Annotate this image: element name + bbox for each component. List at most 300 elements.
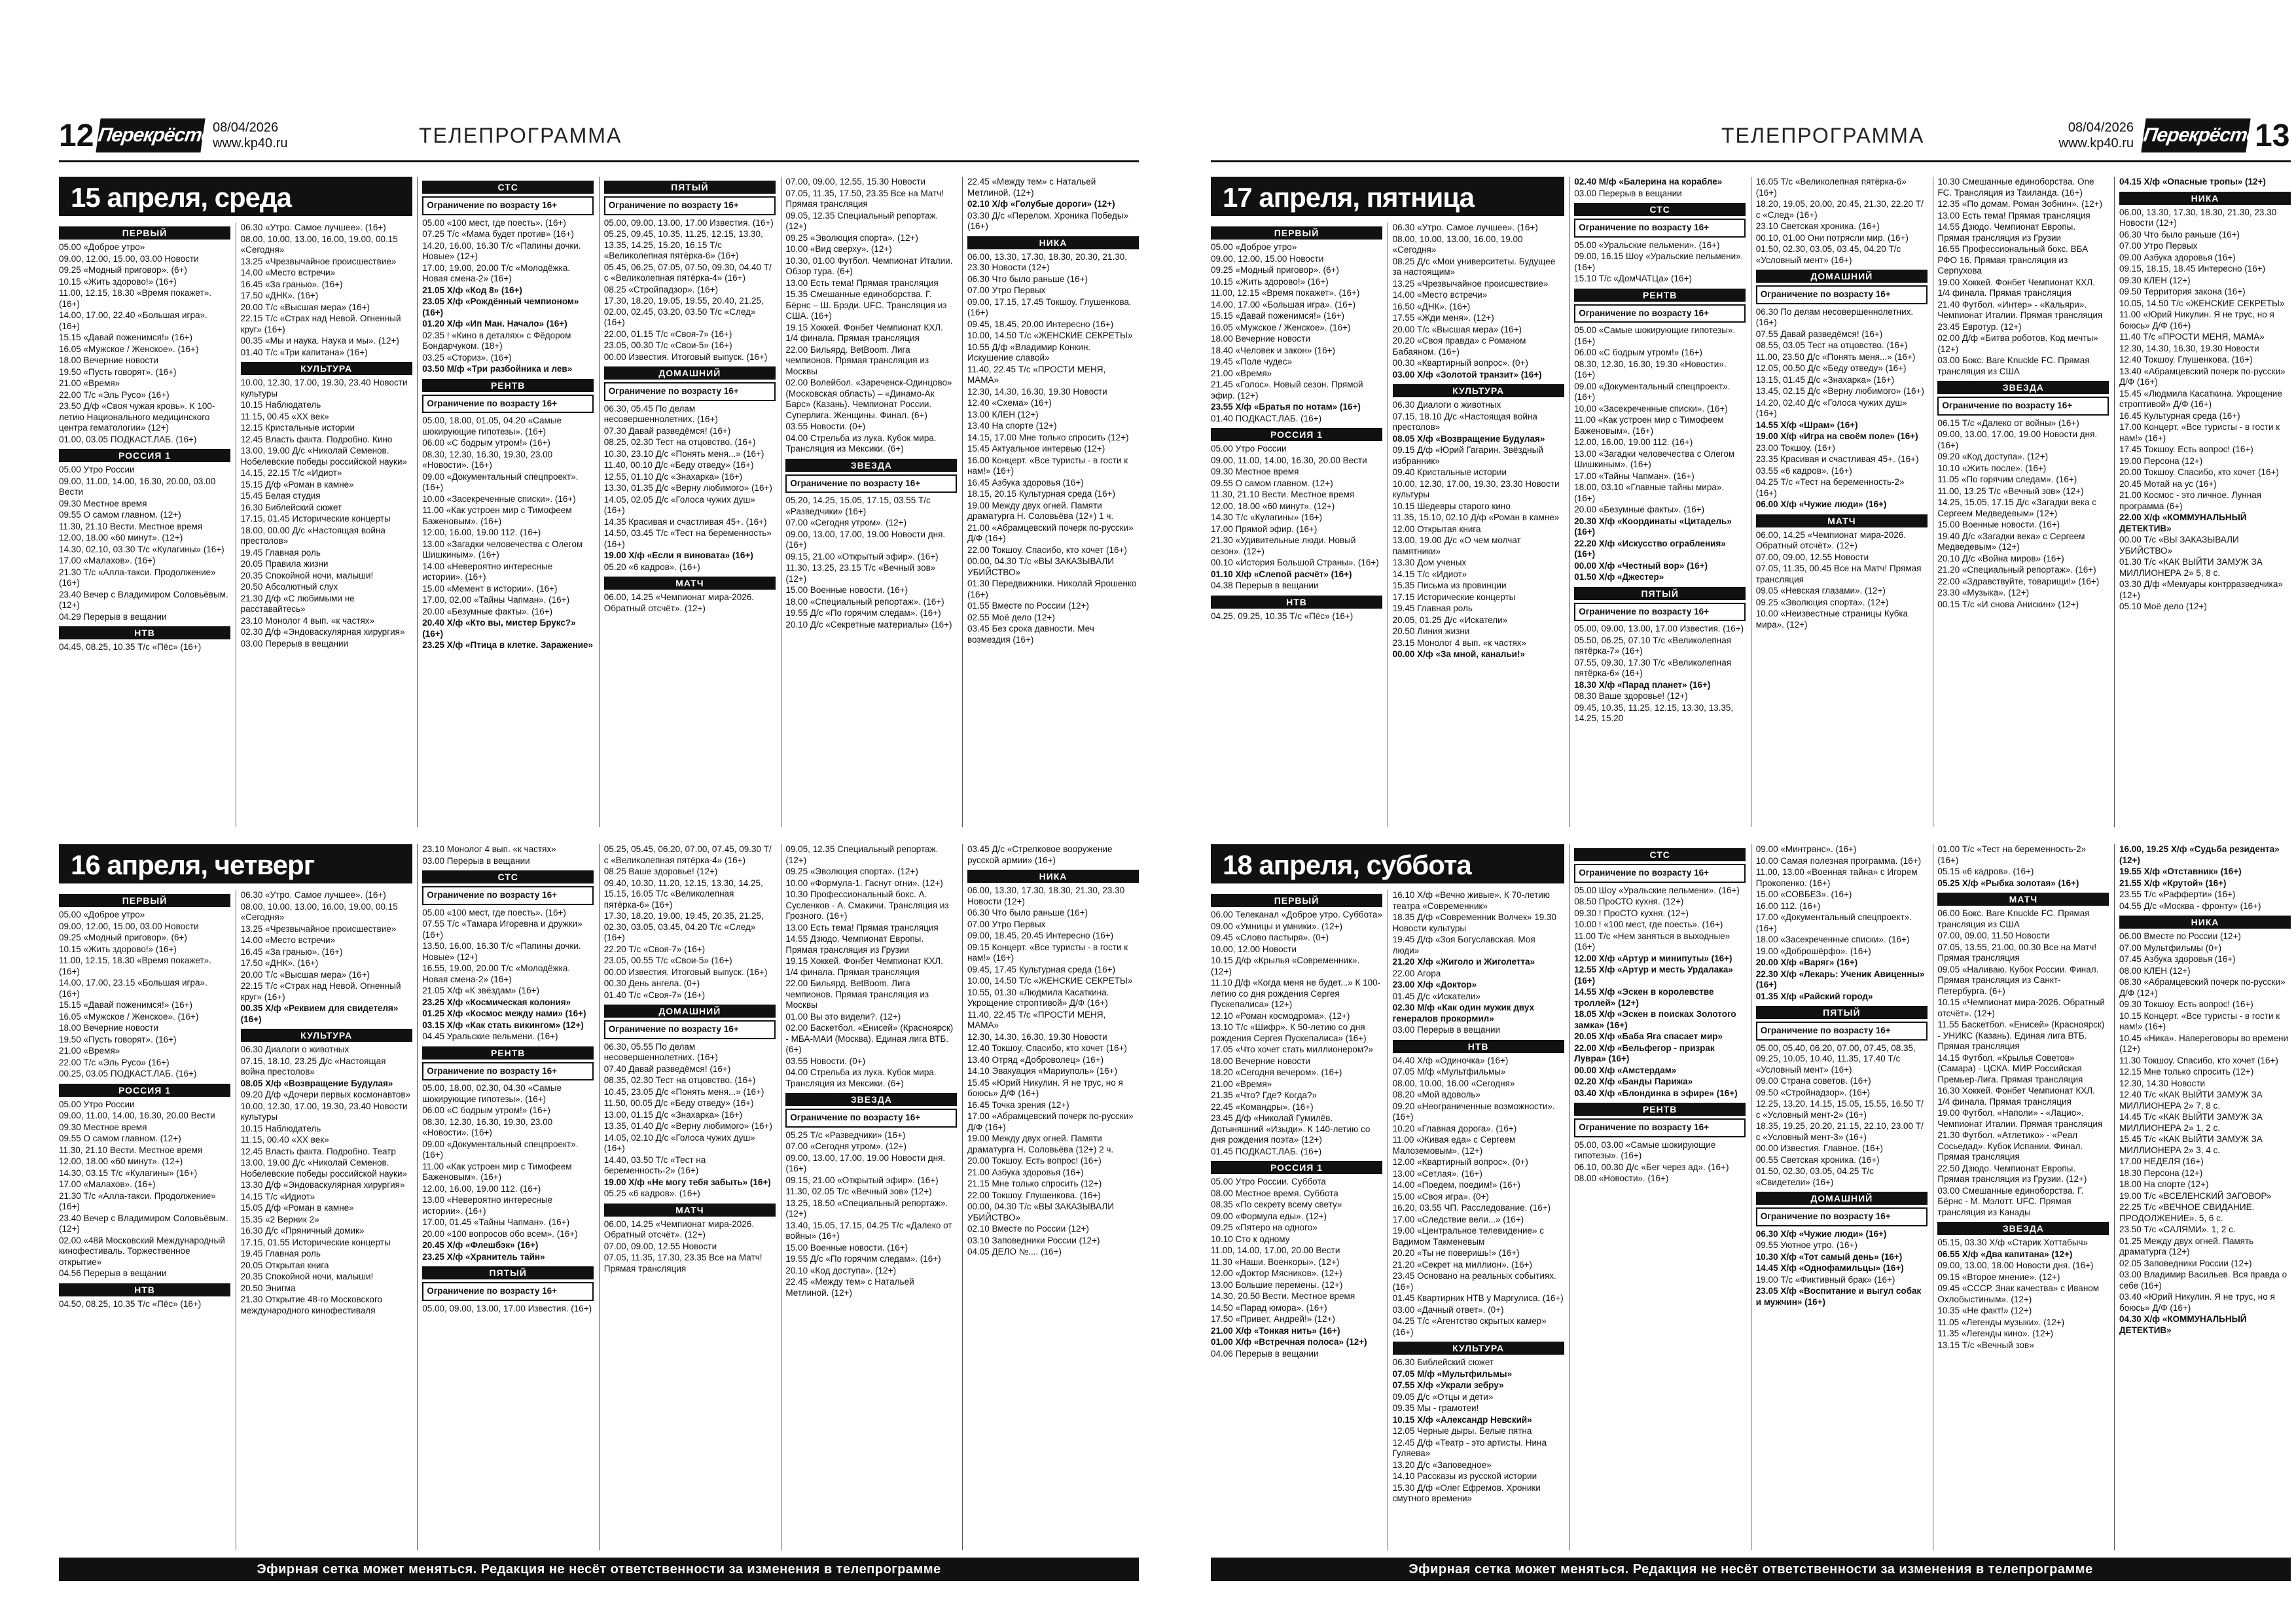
program-entry: 23.35 Красивая и счастливая 45+. (16+) <box>1755 454 1919 464</box>
program-entry: 11.00 «Как устроен мир с Тимофеем Баженовым». (16+) <box>1574 415 1724 436</box>
program-entry: 13.25 «Чрезвычайное происшествие» <box>240 256 397 266</box>
program-entry: 13.40 На спорте (12+) <box>967 421 1057 431</box>
program-entry: 20.00 Токшоу. Есть вопрос! (16+) <box>967 1156 1102 1166</box>
program-entry: 18.35 Д/ф «Современник Волчек» 19.30 Новости культуры <box>1392 912 1557 933</box>
program-entry: 21.45 «Голос». Новый сезон. Прямой эфир. (12+) <box>1211 380 1363 401</box>
program-entry: 09.15, 18.15, 18.45 Интересно (16+) <box>2119 264 2266 274</box>
program-entry: 09.20 Д/ф «Дочери первых космонавтов» <box>240 1090 411 1099</box>
program-entry: 17.00 «Малахов». (16+) <box>59 1179 156 1189</box>
age-notice: Ограничение по возрасту 16+ <box>785 1109 957 1128</box>
program-entry: 05.00 «Уральские пельмени». (16+) <box>1574 240 1720 250</box>
program-entry: 12.30, 14.30, 16.30, 19.30 Новости <box>2119 343 2259 353</box>
program-entry: 05.00 «Доброе утро» <box>1211 242 1297 252</box>
program-entry: 21.00 «Время» <box>59 1046 120 1056</box>
program-entry: 13.00 «Сетлая». (16+) <box>1392 1168 1482 1179</box>
program-entry: 13.00 Есть тема! Прямая трансляция <box>785 922 939 933</box>
program-entry: 23.40 Вечер с Владимиром Соловьёвым. (12+) <box>59 1213 228 1234</box>
program-entry-highlight: 02.20 Х/ф «Банды Парижа» <box>1574 1077 1693 1086</box>
program-entry: 09.00, 17.15, 17.45 Токшоу. Глушенкова. (16+) <box>967 296 1132 317</box>
program-entry-highlight: 04.15 Х/ф «Опасные тропы» (12+) <box>2119 177 2266 187</box>
program-entry: 05.00 «100 мест, где поесть». (16+) <box>422 907 566 918</box>
program-entry: 08.25 Д/с «Мои университеты. Будущее за настоящим» <box>1392 256 1556 277</box>
program-entry: 10.15 Концерт. «Все туристы - в гости к нам!» (16+) <box>2119 1010 2280 1031</box>
right-page <box>1211 115 2291 1597</box>
program-entry: 10.00 ! «100 мест, где поесть». (16+) <box>1574 919 1723 929</box>
program-entry: 01.00 Вы это видели?. (12+) <box>785 1011 901 1022</box>
program-entry: 13.40 «Абрамцевский почерк по-русски» Д/Ф (16+) <box>2119 366 2286 387</box>
program-entry: 04.00 Стрельба из лука. Кубок мира. Трансляция из Мексики. (6+) <box>785 433 937 454</box>
program-entry: 09.15, 21.00 «Открытый эфир». (16+) <box>785 551 939 562</box>
program-entry-highlight: 08.05 Х/ф «Возвращение Будулая» <box>240 1078 393 1088</box>
program-entry: 11.00, 13.00 «Военная тайна» с Игорем Прокопенко. (16+) <box>1755 867 1918 888</box>
program-entry: 10.15 Шедевры старого кино <box>1392 501 1511 511</box>
program-entry: 23.10 Монолог 4 вып. «к частях» <box>240 615 375 626</box>
channel-header: РОССИЯ 1 <box>1211 1161 1382 1174</box>
program-entry: 06.00 «С бодрым утром!» (16+) <box>422 438 550 448</box>
program-entry: 20.00 Т/с «Высшая мера» (16+) <box>240 302 370 312</box>
program-entry: 04.56 Перерыв в вещании <box>59 1268 167 1278</box>
age-notice: Ограничение по возрасту 16+ <box>785 474 957 493</box>
program-entry: 14.50, 03.45 Т/с «Тест на беременность» (16+) <box>603 528 772 549</box>
program-entry: 12.00, 18.00 «60 минут». (12+) <box>1211 501 1335 511</box>
program-entry: 18.40 «Человек и закон» (16+) <box>1211 345 1335 355</box>
program-entry: 23.05, 00.30 Т/с «Свои-5» (16+) <box>603 340 732 350</box>
program-entry: 14.30, 02.10, 03.30 Т/с «Кулагины» (16+) <box>59 544 224 554</box>
program-entry: 19.45 Главная роль <box>240 547 321 558</box>
program-entry: 15.00 Военные новости. (16+) <box>1937 520 2060 529</box>
program-entry: 06.30 Диалоги о животных <box>1392 400 1501 410</box>
program-entry: 02.10 Вместе по России (12+) <box>967 1224 1089 1234</box>
program-entry: 05.25 Т/с «Разведчики» (16+) <box>785 1130 906 1140</box>
channel-header: ЗВЕЗДА <box>785 459 957 472</box>
program-entry: 13.30 Дом ученых <box>1392 558 1467 567</box>
program-entry: 12.00, 18.00 «60 минут». (12+) <box>59 533 183 543</box>
program-entry: 21.30 Т/с «Алла-такси. Продолжение» (16+) <box>59 567 216 588</box>
program-entry-highlight: 00.00 Х/ф «Амстердам» <box>1574 1065 1677 1075</box>
program-entry: 22.45 «Между тем» с Натальей Метлиной. (12+) <box>967 177 1096 198</box>
program-entry: 07.15, 18.10 Д/с «Настоящая война престолов» <box>1392 411 1537 432</box>
schedule-column <box>785 844 957 1550</box>
program-entry: 14.00 «Поедем, поедим!» (16+) <box>1392 1180 1520 1190</box>
program-entry: 06.00, 14.25 «Чемпионат мира-2026. Обратный отсчёт». (12+) <box>603 592 754 613</box>
program-entry-highlight: 01.50 Х/ф «Джестер» <box>1574 572 1664 582</box>
program-entry: 18.35, 19.25, 20.20, 21.15, 22.10, 23.00 Т/с «Условный мент-3» (16+) <box>1755 1121 1924 1142</box>
channel-header: ПЕРВЫЙ <box>1211 226 1382 240</box>
program-entry: 09.15 Д/ф «Юрий Гагарин. Звёздный избранник» <box>1392 445 1543 466</box>
program-entry: 07.00 «Сегодня утром». (12+) <box>785 1141 907 1151</box>
program-entry: 06.30 «Утро. Самое лучшее». (16+) <box>1392 223 1538 232</box>
program-entry: 21.05 Х/ф «К звёздам» (16+) <box>422 986 540 995</box>
channel-header: КУЛЬТУРА <box>241 1029 412 1042</box>
program-entry: 09.30 Токшоу. Есть вопрос! (16+) <box>2119 999 2253 1009</box>
day-title: 17 апреля, пятница <box>1223 182 1474 213</box>
program-entry: 18.00 Вечерние новости <box>1211 1056 1310 1066</box>
program-entry: 05.00 Утро России. Суббота <box>1211 1177 1326 1186</box>
program-entry: 07.55 Т/с «Тамара Игоревна и дружки» (16+) <box>422 919 583 940</box>
program-entry: 08.35 «По секрету всему свету» <box>1211 1200 1342 1209</box>
program-entry: 15.00 Военные новости. (16+) <box>785 1242 908 1253</box>
day-title: 18 апреля, суббота <box>1223 849 1471 880</box>
program-entry-highlight: 21.00 Х/ф «Тонкая нить» (16+) <box>1211 1325 1340 1336</box>
program-entry: 11.40, 22.45 Т/с «ПРОСТИ МЕНЯ, МАМА» <box>967 1009 1106 1030</box>
program-entry: 15.35 «2 Верник 2» <box>240 1214 319 1224</box>
program-entry: 09.45 «Слово пастыря». (0+) <box>1211 933 1329 942</box>
program-entry: 13.15 Т/с «Вечный зов» <box>1937 1340 2034 1350</box>
program-entry: 16.05 «Мужское / Женское». (16+) <box>59 344 199 354</box>
program-entry: 10.15 «Чемпионат мира-2026. Обратный отсчёт». (12+) <box>1937 997 2105 1018</box>
program-entry: 09.30 Местное время <box>1211 467 1299 476</box>
program-entry: 06.30 Что было раньше (16+) <box>967 274 1088 284</box>
channel-header: МАТЧ <box>1937 893 2109 906</box>
program-entry: 06.30 «Утро. Самое лучшее». (16+) <box>240 890 386 900</box>
program-entry: 04.50, 08.25, 10.35 Т/с «Пёс» (16+) <box>59 1298 202 1309</box>
program-entry: 21.20 «Специальный репортаж». (16+) <box>1937 565 2096 575</box>
program-entry: 09.00, 18.45, 20.45 Интересно (16+) <box>967 931 1114 940</box>
program-entry-highlight: 19.00 Х/ф «Игра на своём поле» (16+) <box>1755 431 1918 441</box>
program-entry: 17.55 «Жди меня». (12+) <box>1392 313 1494 323</box>
program-entry-highlight: 16.00, 19.25 Х/ф «Судьба резидента» (12+) <box>2119 844 2280 865</box>
program-entry: 13.10 Т/с «Шифр». К 50-летию со дня рождения Сергея Пускепалиса» (16+) <box>1211 1022 1367 1043</box>
program-entry: 15.00 «СОВБЕЗ». (16+) <box>1755 889 1852 899</box>
channel-header: ПЯТЫЙ <box>1574 587 1746 600</box>
schedule-column <box>1574 844 1746 1550</box>
program-entry: 13.00 Есть тема! Прямая трансляция <box>785 277 939 288</box>
program-entry: 15.10 Т/с «ДомЧАТЦа» (16+) <box>1574 274 1692 283</box>
program-entry: 14.40, 03.50 Т/с «Тест на беременность-2» (16+) <box>603 1154 706 1175</box>
program-entry-highlight: 07.55 Х/ф «Украли зебру» <box>1392 1380 1504 1390</box>
program-entry: 05.20, 14.25, 15.05, 17.15, 03.55 Т/с «Разведчики» (16+) <box>785 495 931 516</box>
program-entry: 09.55 О самом главном. (12+) <box>59 510 181 520</box>
program-entry: 19.45 Главная роль <box>1392 603 1473 613</box>
program-entry: 22.20 Т/с «Своя-7» (16+) <box>603 944 706 954</box>
program-entry-highlight: 23.55 Х/ф «Братья по нотам» (16+) <box>1211 402 1361 412</box>
program-entry: 11.00, 23.50 Д/с «Понять меня...» (16+) <box>1755 351 1916 362</box>
program-entry: 13.00 «Загадки человечества с Олегом Шишкиным». (16+) <box>422 539 583 560</box>
program-entry: 16.05 Т/с «Великолепная пятёрка-6» (16+) <box>1755 177 1907 198</box>
channel-header: НИКА <box>967 236 1139 249</box>
program-entry: 01.30 Передвижники. Николай Ярошенко (16+) <box>967 579 1137 599</box>
channel-header: СТС <box>422 181 594 194</box>
program-entry: 10.00, 12.00 Новости <box>1211 944 1297 954</box>
program-entry: 15.00 «Мемент в истории». (16+) <box>422 583 558 594</box>
day-block <box>59 177 1139 831</box>
program-entry-highlight: 14.55 Х/ф «Эскен в королевстве троллей» (12+) <box>1574 987 1714 1008</box>
channel-header: НИКА <box>2119 916 2291 929</box>
program-entry: 08.55, 03.05 Тест на отцовство. (16+) <box>1755 340 1908 350</box>
program-entry: 09.40, 10.30, 11.20, 12.15, 13.30, 14.25, 15.15, 16.05 Т/с «Великолепная пятёрка-6» (16+) <box>603 878 763 910</box>
program-entry: 12.15 Мне только спросить (12+) <box>2119 1067 2254 1077</box>
program-entry: 10.20 «Главная дорога». (16+) <box>1392 1123 1517 1133</box>
program-entry: 02.30 Д/ф «Эндоваскулярная хирургия» <box>240 627 405 637</box>
age-notice: Ограничение по возрасту 16+ <box>422 1282 594 1301</box>
program-entry: 18.15, 20.15 Культурная среда (16+) <box>967 489 1115 499</box>
program-entry: 22.00 «Здравствуйте, товарищи!» (16+) <box>1937 576 2100 586</box>
column-rule <box>1569 177 1570 827</box>
program-entry: 10.00 Самая полезная программа. (16+) <box>1755 855 1922 866</box>
program-entry: 11.00, 12.15, 18.30 «Время покажет». (16+) <box>59 955 212 976</box>
masthead-rule <box>1211 160 2291 162</box>
program-entry: 06.00, 14.25 «Чемпионат мира-2026. Обратный отсчёт». (12+) <box>603 1219 754 1240</box>
program-entry: 07.00, 09.00, 12.55, 15.30 Новости <box>785 177 926 187</box>
program-entry: 17.50 «Привет, Андрей!» (12+) <box>1211 1314 1335 1324</box>
program-entry: 09.25 «Модный приговор». (6+) <box>1211 265 1339 275</box>
program-entry: 11.30, 02.05 Т/с «Вечный зов» (12+) <box>785 1186 932 1196</box>
program-entry: 12.05, 00.50 Д/с «Беду отведу» (16+) <box>1755 363 1907 373</box>
program-entry: 09.00, 16.15 Шоу «Уральские пельмени». (16+) <box>1574 251 1744 272</box>
program-entry: 15.45 «Юрий Никулин. Я не трус, но я боюсь» Д/Ф (16+) <box>967 1077 1123 1098</box>
program-entry: 12.30, 14.30, 16.30, 19.30 Новости <box>967 386 1107 397</box>
channel-header: ДОМАШНИЙ <box>604 1005 776 1018</box>
program-entry: 04.40 Х/ф «Одиночка» (16+) <box>1392 1055 1509 1065</box>
program-entry: 11.30, 21.10 Вести. Местное время <box>1211 490 1355 499</box>
program-entry: 13.45, 02.15 Д/с «Верну любимого» (16+) <box>1755 386 1924 396</box>
program-entry: 05.00, 05.40, 06.20, 07.00, 07.45, 08.35, 09.25, 10.05, 10.40, 11.35, 17.40 Т/с «Условный мент» (16+) <box>1755 1043 1916 1075</box>
program-entry: 00.15 Т/с «И снова Анискин» (12+) <box>1937 599 2079 609</box>
program-entry: 09.35 Мы - грамотеи! <box>1392 1403 1479 1413</box>
program-entry: 22.50 Дзюдо. Чемпионат Европы. Прямая трансляция из Грузии. (12+) <box>1937 1163 2087 1184</box>
program-entry: 20.00 «Безумные факты». (16+) <box>1574 505 1705 514</box>
program-entry: 19.00 Между двух огней. Памяти драматурга Н. Соловьёва (12+) 2 ч. <box>967 1133 1114 1154</box>
program-entry: 14.00 «Место встречи» <box>1392 290 1488 300</box>
program-entry: 14.50 «Парад юмора». (16+) <box>1211 1302 1327 1313</box>
day-header <box>59 844 412 883</box>
program-entry: 09.05 «Невская глазами». (12+) <box>1755 586 1886 596</box>
program-entry: 09.00, 12.00, 15.00 Новости <box>1211 253 1324 264</box>
program-entry: 05.00, 09.00, 13.00, 17.00 Известия. (16+) <box>1574 624 1744 633</box>
channel-header: НТВ <box>1211 596 1382 609</box>
program-entry: 20.00 «100 вопросов обо всем». (16+) <box>422 1228 578 1239</box>
program-entry: 15.35 Письма из провинции <box>1392 580 1507 590</box>
program-entry: 01.25 Между двух огней. Память драматурга (12+) <box>2119 1236 2254 1257</box>
program-entry: 02.00 Волейбол. «Зареченск-Одинцово» (Московская область) – «Динамо-Ак Барс» (Казань). Чемпионат России. Суперлига. Женщины. Финал. (6+) <box>785 378 952 420</box>
program-entry: 14.15 Футбол. «Крылья Советов» (Самара) - ЦСКА. МИР Российская Премьер-Лига. Прямая трансляция <box>1937 1052 2083 1084</box>
program-entry: 07.00 Мультфильмы (0+) <box>2119 942 2222 953</box>
program-entry: 09.45, 18.45, 20.00 Интересно (16+) <box>967 319 1114 329</box>
program-entry: 23.30 «Музыка». (12+) <box>1937 588 2030 597</box>
program-entry: 20.45 Мотай на ус (16+) <box>2119 478 2217 489</box>
program-entry-highlight: 06.30 Х/ф «Чужие люди» (16+) <box>1755 1228 1887 1239</box>
program-entry-highlight: 23.25 Х/ф «Птица в клетке. Заражение» <box>422 640 594 650</box>
program-entry: 10.15 «Жить здорово!» (16+) <box>59 276 177 287</box>
program-entry-highlight: 18.05 Х/ф «Эскен в поисках Золотого замка» (16+) <box>1574 1009 1736 1030</box>
program-entry: 10.30 Профессиональный бокс. А. Сусленков - А. Смакичи. Трансляция из Грозного. (16+) <box>785 889 949 921</box>
program-entry: 07.30 Давай разведёмся! (16+) <box>603 425 731 436</box>
program-entry: 08.25 «Стройпадзор». (16+) <box>603 284 718 294</box>
page-number: 13 <box>2255 118 2290 153</box>
program-entry: 10.15 Наблюдатель <box>240 400 321 410</box>
section-title: ТЕЛЕПРОГРАММА <box>419 124 622 147</box>
program-entry: 11.00 «Как устроен мир с Тимофеем Баженовым». (16+) <box>422 505 572 526</box>
program-entry: 04.55 Д/с «Москва - фронту» (16+) <box>2119 901 2261 911</box>
program-entry: 23.05, 00.55 Т/с «Свои-5» (16+) <box>603 955 732 965</box>
program-entry: 09.45, 10.35, 11.25, 12.15, 13.30, 13.35, 14.25, 15.20 <box>1574 702 1734 723</box>
program-entry-highlight: 22.30 Х/ф «Лекарь: Ученик Авиценны» (16+) <box>1755 969 1925 990</box>
program-entry: 13.25, 18.50 «Специальный репортаж». (12+) <box>785 1198 948 1219</box>
program-entry-highlight: 07.05 М/ф «Мультфильмы» <box>1392 1368 1513 1379</box>
program-entry: 11.00 «Юрий Никулин. Я не трус, но я боюсь» Д/Ф (16+) <box>2119 310 2274 330</box>
program-entry: 00.00 Известия. Итоговый выпуск. (16+) <box>603 967 768 977</box>
channel-header: НИКА <box>967 870 1139 883</box>
program-entry: 09.25 «Эволюция спорта». (12+) <box>1755 597 1889 607</box>
day-block <box>59 844 1139 1554</box>
program-entry: 10.15 «Жить здорово!» (16+) <box>1211 276 1329 287</box>
program-entry: 12.30, 14.30, 16.30, 19.30 Новости <box>967 1031 1107 1042</box>
program-entry: 13.00, 19.00 Д/с «Николай Семенов. Нобелевские победы российской науки» <box>240 1158 408 1179</box>
age-notice: Ограничение по возрасту 16+ <box>1756 1207 1928 1226</box>
age-notice: Ограничение по возрасту 16+ <box>604 382 776 401</box>
program-entry: 21.00 «Время» <box>59 378 120 388</box>
program-entry: 13.00 КЛЕН (12+) <box>967 409 1039 419</box>
program-entry: 19.15 Хоккей. Фонбет Чемпионат КХЛ. 1/4 финала. Прямая трансляция <box>785 956 943 977</box>
program-entry: 03.55 Новости. (0+) <box>785 1056 866 1066</box>
program-entry-highlight: 19.55 Х/ф «Отставник» (16+) <box>2119 866 2242 876</box>
program-entry: 22.00, 01.15 Т/с «Своя-7» (16+) <box>603 329 732 339</box>
program-entry: 02.00 Баскетбол. «Енисей» (Красноярск) - МБА-МАИ (Москва). Единая лига ВТБ. (6+) <box>785 1023 954 1054</box>
program-entry: 17.00 Концерт. «Все туристы - в гости к нам!» (16+) <box>2119 422 2280 443</box>
program-entry: 09.00, 13.00, 17.00, 19.00 Новости дня. (16+) <box>785 529 946 550</box>
program-entry: 10.00 «Формула-1. Гаснут огни». (12+) <box>785 878 943 888</box>
site-url: www.kp40.ru <box>213 136 288 151</box>
program-entry: 06.30, 05.45 По делам несовершеннолетних. (16+) <box>603 403 718 424</box>
program-entry: 09.25 «Пятеро на одного» <box>1211 1222 1318 1232</box>
program-entry: 14.00 «Место встречи» <box>240 935 336 945</box>
program-entry: 00.30 День ангела. (0+) <box>603 978 700 988</box>
program-entry: 15.45 Белая студия <box>240 491 321 501</box>
section-title: ТЕЛЕПРОГРАММА <box>1721 124 1925 147</box>
program-entry: 11.05 «Легенды музыки». (12+) <box>1937 1317 2065 1327</box>
program-entry: 05.50, 06.25, 07.10 Т/с «Великолепная пятёрка-7» (16+) <box>1574 635 1732 656</box>
program-entry-highlight: 22.20 Х/ф «Искусство ограбления» (16+) <box>1574 538 1726 559</box>
program-entry: 12.00 Открытая книга <box>1392 524 1481 534</box>
column-rule <box>599 177 600 827</box>
masthead-right <box>1211 115 2291 170</box>
channel-header: КУЛЬТУРА <box>241 362 412 375</box>
program-entry: 10.45 «Ника». Напереговоры во времени (12+) <box>2119 1033 2289 1054</box>
program-entry: 04.29 Перерыв в вещании <box>59 611 167 622</box>
program-entry: 10.30, 23.10 Д/с «Понять меня...» (16+) <box>603 448 764 459</box>
program-entry: 09.00, 13.00, 17.00, 19.00 Новости дня. (16+) <box>1937 429 2098 450</box>
program-entry: 03.55 «6 кадров». (16+) <box>1755 465 1852 476</box>
schedule-column <box>967 177 1139 827</box>
program-entry-highlight: 01.35 Х/ф «Райский город» <box>1755 991 1873 1001</box>
program-entry: 09.00 «Умницы и умники». (12+) <box>1211 921 1342 931</box>
program-entry: 20.00 Токшоу. Спасибо, кто хочет (16+) <box>2119 467 2279 477</box>
program-entry: 09.00, 11.00, 14.00, 16.30, 20.00 Вести <box>1211 455 1367 465</box>
program-entry-highlight: 01.25 Х/ф «Космос между нами» (16+) <box>422 1008 586 1018</box>
program-entry: 20.00 «Безумные факты». (16+) <box>422 606 553 616</box>
channel-header: ДОМАШНИЙ <box>604 366 776 380</box>
program-entry: 06.00 «С бодрым утром!» (16+) <box>422 1105 550 1115</box>
age-notice: Ограничение по возрасту 16+ <box>1574 219 1746 238</box>
program-entry: 09.00, 11.00, 14.00, 16.30, 20.00, 03.00 Вести <box>59 476 216 497</box>
program-entry: 04.25 Т/с «Агентство скрытых камер» (16+) <box>1392 1316 1547 1337</box>
program-entry: 12.40 Т/с «КАК ВЫЙТИ ЗАМУЖ ЗА МИЛЛИОНЕРА 2» 7, 8 с. <box>2119 1090 2263 1111</box>
footer-disclaimer: Эфирная сетка может меняться. Редакция не несёт ответственности за изменения в телепрограмме <box>257 1562 941 1577</box>
program-entry: 13.00 «Невероятно интересные истории». (16+) <box>422 1195 553 1216</box>
logo <box>2142 118 2269 152</box>
program-entry: 18.00 «Засекреченные списки». (16+) <box>1755 935 1910 944</box>
program-entry: 17.00 «Абрамцевский почерк по-русски» Д/Ф (16+) <box>967 1111 1134 1132</box>
program-entry: 11.05 «По горячим следам». (16+) <box>1937 474 2077 484</box>
program-entry: 06.10, 00.30 Д/с «Бег через ад». (16+) <box>1574 1162 1729 1172</box>
program-entry: 09.00 «Минтранс». (16+) <box>1755 844 1857 854</box>
program-entry: 17.00 «Тайны Чапман». (16+) <box>1574 471 1695 481</box>
program-entry: 09.00 «Документальный спецпроект». (16+) <box>422 1139 579 1160</box>
program-entry-highlight: 20.00 Х/ф «Варяг» (16+) <box>1755 957 1858 967</box>
program-entry: 19.50 «Пусть говорят». (16+) <box>59 1034 177 1044</box>
program-entry: 12.25, 13.20, 14.15, 15.05, 15.55, 16.50 Т/с «Условный мент-2» (16+) <box>1755 1099 1924 1120</box>
program-entry: 19.00 Между двух огней. Памяти драматурга Н. Соловьёва (12+) 1 ч. <box>967 500 1114 521</box>
program-entry: 08.30 «Абрамцевский почерк по-русски» Д/Ф (12+) <box>2119 977 2286 998</box>
program-entry: 13.00, 01.15 Д/с «Знахарка» (16+) <box>603 1109 743 1120</box>
program-entry: 01.40 Т/с «Своя-7» (16+) <box>603 990 706 1000</box>
masthead-rule <box>59 160 1139 162</box>
program-entry: 16.45 Азбука здоровья (16+) <box>967 477 1084 488</box>
program-entry: 20.50 Линия жизни <box>1392 626 1470 636</box>
program-entry: 14.15, 17.00 Мне только спросить (12+) <box>967 432 1129 442</box>
program-entry-highlight: 00.00 Х/ф «За мной, канальи!» <box>1392 649 1525 659</box>
program-entry: 05.00 «100 мест, где поесть». (16+) <box>422 217 566 228</box>
program-entry: 18.30 Персона (12+) <box>2119 1168 2203 1178</box>
age-notice: Ограничение по возрасту 16+ <box>1574 864 1746 883</box>
program-entry-highlight: 22.00 Х/ф «Бельфегор - призрак Лувра» (16+) <box>1574 1043 1715 1063</box>
program-entry: 11.35, 15.10, 02.10 Д/ф «Роман в камне» <box>1392 512 1560 522</box>
program-entry-highlight: 20.30 Х/ф «Координаты «Цитадель» (16+) <box>1574 516 1732 537</box>
program-entry: 22.00 Агора <box>1392 968 1441 978</box>
program-entry: 03.55 Новости. (0+) <box>785 421 866 431</box>
program-entry: 21.00 «Абрамцевский почерк по-русски» Д/Ф (16+) <box>967 522 1134 543</box>
program-entry: 07.05, 11.35, 17.30, 23.35 Все на Матч! Прямая трансляция <box>603 1253 762 1274</box>
program-entry: 08.00, 10.00, 13.00, 16.00, 19.00 «Сегодня» <box>1392 234 1523 255</box>
program-entry: 23.45 Д/ф «Николай Гумилёв. Дотыняшний «Изыди». К 140-летию со дня рождения поэта» (12+) <box>1211 1113 1371 1145</box>
program-entry: 21.35 «Что? Где? Когда?» <box>1211 1090 1317 1100</box>
schedule-column <box>2119 844 2291 1550</box>
program-entry: 10.30 Смешанные единоборства. One FC. Трансляция из Таиланда. (16+) <box>1937 177 2094 198</box>
program-entry: 15.30 Д/ф «Олег Ефремов. Хроники смутного времени» <box>1392 1482 1541 1503</box>
program-entry: 17.50 «ДНК». (16+) <box>240 958 319 968</box>
program-entry: 07.45 Азбука здоровья (16+) <box>2119 954 2236 964</box>
program-entry-highlight: 21.05 Х/ф «Код 8» (16+) <box>422 285 522 295</box>
program-entry: 22.45 «Командры». (16+) <box>1211 1101 1314 1112</box>
program-entry: 11.35 «Легенды кино». (12+) <box>1937 1329 2054 1338</box>
program-entry-highlight: 10.30 Х/ф «Тот самый день» (16+) <box>1755 1251 1903 1262</box>
program-entry: 10.00, 12.30, 17.00, 19.30, 23.30 Новости культуры <box>1392 478 1560 499</box>
age-notice: Ограничение по возрасту 16+ <box>1574 603 1746 622</box>
program-entry-highlight: 06.55 Х/ф «Два капитана» (12+) <box>1937 1249 2073 1259</box>
program-entry: 09.50 «Стройнадзор». (16+) <box>1755 1087 1871 1097</box>
program-entry: 13.00 Есть тема! Прямая трансляция <box>1937 210 2090 221</box>
schedule-column <box>1756 844 1928 1550</box>
program-entry: 09.20 «Код доступа». (12+) <box>1937 452 2049 461</box>
program-entry: 12.00, 16.00, 19.00 112. (16+) <box>1574 437 1693 447</box>
program-entry: 14.15, 22.15 Т/с «Идиот» <box>240 468 342 478</box>
program-entry: 16.00 112. (16+) <box>1755 901 1821 911</box>
program-entry: 09.00 «Формула еды». (12+) <box>1211 1211 1327 1221</box>
program-entry: 09.45 «СССР. Знак качества» с Иваном Охлобыстиным». (12+) <box>1937 1283 2100 1304</box>
program-entry: 16.55 Профессиональный бокс. ВБА РФО 16. Прямая трансляция из Серпухова <box>1937 244 2089 276</box>
program-entry: 10.55 Д/ф «Владимир Конкин. Искушение славой» <box>967 342 1091 363</box>
program-entry: 17.30, 18.20, 19.05, 19.55, 20.40, 21.25, 02.00, 02.45, 03.20, 03.50 Т/с «След» (16+) <box>603 296 764 327</box>
program-entry: 03.00 Перерыв в вещании <box>422 855 530 866</box>
program-entry: 21.30 Д/ф «С любимыми не расставайтесь» <box>240 593 355 614</box>
program-entry: 14.05, 02.10 Д/с «Голоса чужих душ» (16+) <box>603 1132 755 1153</box>
program-entry: 21.30 Т/с «Алла-такси. Продолжение» (16+) <box>59 1190 216 1211</box>
program-entry: 11.10 Д/ф «Когда меня не будет...» К 100-летию со дня рождения Сергея Пускепалиса» (12+) <box>1211 978 1381 1009</box>
program-entry: 09.00 «Документальный спецпроект». (16+) <box>1574 381 1731 402</box>
program-entry-highlight: 00.00 Х/ф «Честный вор» (16+) <box>1574 560 1708 571</box>
footer-bar <box>1211 1558 2291 1581</box>
program-entry: 06.00, 13.30, 17.30, 18.30, 20.30, 21.30, 23.30 Новости (12+) <box>967 251 1127 272</box>
